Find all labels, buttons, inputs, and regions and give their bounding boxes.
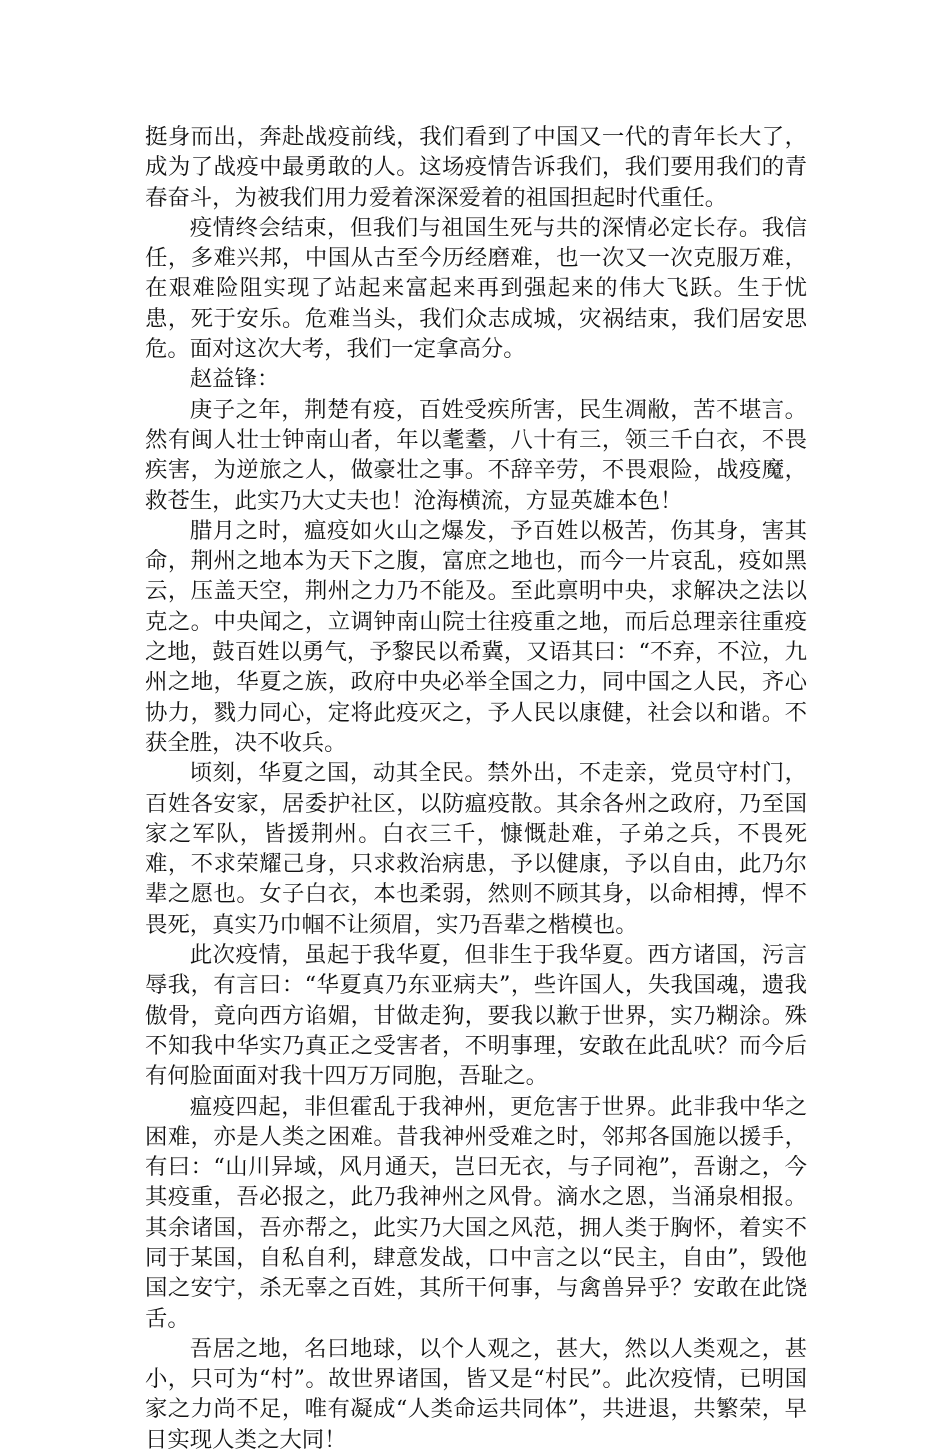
paragraph-5: 腊月之时，瘟疫如火山之爆发，予百姓以极苦，伤其身，害其命，荆州之地本为天下之腹，富庶之地也，而今一片哀乱，疫如黑云，压盖天空，荆州之力乃不能及。至此禀明中央，求解决之法以克之。中央闻之，立调钟南山院士往疫重之地，而后总理亲往重疫之地，鼓百姓以勇气，予黎民以希冀，又语其曰：“不弃，不泣，九州之地，华夏之族，政府中央必举全国之力，同中国之人民，齐心协力，戮力同心，定将此疫灭之，予人民以康健，社会以和谐。不获全胜，决不收兵。 [145,517,807,756]
paragraph-8: 瘟疫四起，非但霍乱于我神州，更危害于世界。此非我中华之困难，亦是人类之困难。昔我神州受难之时，邻邦各国施以援手，有曰：“山川异域，风月通天，岂曰无衣，与子同袍”，吾谢之，今其疫重，吾必报之，此乃我神州之风骨。滴水之恩，当涌泉相报。其余诸国，吾亦帮之，此实乃大国之风范，拥人类于胸怀，着实不同于某国，自私自利，肆意发战，口中言之以“民主，自由”，毁他国之安宁，杀无辜之百姓，其所干何事，与禽兽异乎？安敢在此饶舌。 [145,1093,807,1332]
author-line: 赵益锋： [189,366,280,393]
paragraph-9: 吾居之地，名曰地球，以个人观之，甚大，然以人类观之，甚小，只可为“村”。故世界诸国，皆又是“村民”。此次疫情，已明国家之力尚不足，唯有凝成“人类命运共同体”，共进退，共繁荣，早日实现人类之大同！ [145,1335,807,1453]
paragraph-1: 挺身而出，奔赴战疫前线，我们看到了中国又一代的青年长大了，成为了战疫中最勇敢的人。这场疫情告诉我们，我们要用我们的青春奋斗，为被我们用力爱着深深爱着的祖国担起时代重任。 [145,124,807,211]
paragraph-6: 顷刻，华夏之国，动其全民。禁外出，不走亲，党员守村门，百姓各安家，居委护社区，以防瘟疫散。其余各州之政府，乃至国家之军队，皆援荆州。白衣三千，慷慨赴难，子弟之兵，不畏死难，不求荣耀己身，只求救治病患，予以健康，予以自由，此乃尔辈之愿也。女子白衣，本也柔弱，然则不顾其身，以命相搏，悍不畏死，真实乃巾帼不让须眉，实乃吾辈之楷模也。 [145,760,807,938]
paragraph-7: 此次疫情，虽起于我华夏，但非生于我华夏。西方诸国，污言辱我，有言曰：“华夏真乃东亚病夫”，些许国人，失我国魂，遗我傲骨，竟向西方谄媚，甘做走狗，要我以歉于世界，实乃糊涂。殊不知我中华实乃真正之受害者，不明事理，安敢在此乱吠？而今后有何脸面面对我十四万万同胞，吾耻之。 [145,942,807,1090]
paragraph-4: 庚子之年，荆楚有疫，百姓受疾所害，民生凋敝，苦不堪言。然有闽人壮士钟南山者，年以耄耋，八十有三，领三千白衣，不畏疾害，为逆旅之人，做豪壮之事。不辞辛劳，不畏艰险，战疫魔，救苍生，此实乃大丈夫也！沧海横流，方显英雄本色！ [145,396,807,514]
document-body [145,122,807,1455]
paragraph-2: 疫情终会结束，但我们与祖国生死与共的深情必定长存。我信任，多难兴邦，中国从古至今历经磨难，也一次又一次克服万难，在艰难险阻实现了站起来富起来再到强起来的伟大飞跃。生于忧患，死于安乐。危难当头，我们众志成城，灾祸结束，我们居安思危。面对这次大考，我们一定拿高分。 [145,214,807,363]
